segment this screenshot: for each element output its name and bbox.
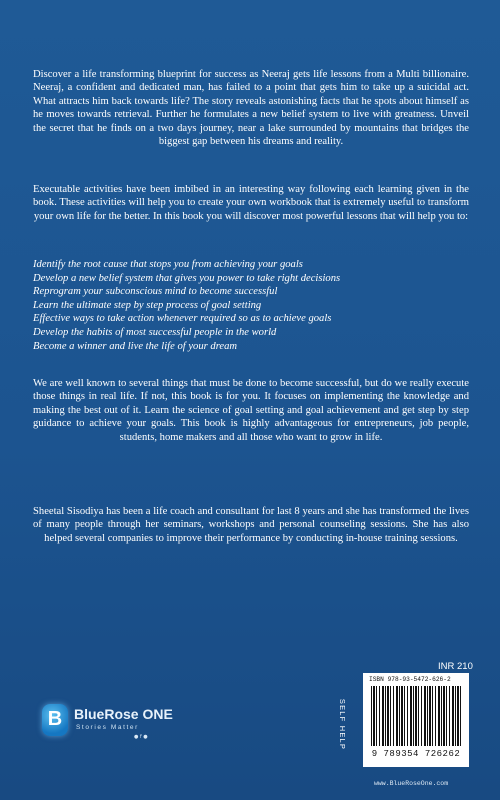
publisher-logo: [42, 700, 172, 740]
barcode-bars: [371, 686, 461, 746]
publisher-website: www.BlueRoseOne.com: [374, 780, 449, 787]
publisher-name: BlueRose ONE: [74, 706, 173, 722]
audience-paragraph: We are well known to several things that must be done to become successful, but do we really execute those things in real life. If not, this book is for you. It focuses on implementing the knowledge and making the best out of it. Learn the science of goal setting and goal achievement and get step by step guidance to achieve your goals. This book is highly advantageous for entrepreneurs, job people, students, home makers and all those who want to grow in life.: [33, 378, 469, 443]
list-item: Identify the root cause that stops you from achieving your goals: [33, 259, 303, 270]
list-item: Learn the ultimate step by step process of goal setting: [33, 299, 262, 311]
list-item: Reprogram your subconscious mind to become successful: [33, 286, 278, 298]
category-label: SELF HELP: [338, 698, 347, 751]
list-item: Effective ways to take action whenever required so as to achieve goals: [33, 313, 332, 325]
barcode-digits: 9 789354 726262: [371, 749, 461, 759]
publisher-badge-icon: B: [42, 704, 68, 736]
activities-paragraph: Executable activities have been imbibed in an interesting way following each learning given in the book. These activities will help you to create your own workbook that is extremely useful to transform your own life for the better. In this book you will discover most powerful lessons that will help you to:: [33, 184, 469, 222]
barcode: [363, 673, 469, 767]
list-item: Develop the habits of most successful people in the world: [33, 326, 277, 338]
publisher-tagline: Stories Matter: [76, 724, 139, 731]
author-bio: Sheetal Sisodiya has been a life coach and consultant for last 8 years and she has transformed the lives of many people through her seminars, workshops and personal counseling sessions. She has also helped several companies to improve their performance by conducting in-house training sessions.: [33, 506, 469, 544]
isbn-label: ISBN 978-93-5472-626-2: [369, 676, 451, 683]
synopsis-paragraph: Discover a life transforming blueprint for success as Neeraj gets life lessons from a Multi billionaire. Neeraj, a confident and dedicated man, has failed to a point that gets him to take up a suicidal act. What attracts him back towards life? The story reveals astonishing facts that he spots about himself as he moves towards retrieval. Further he formulates a new belief system to live with greatness. Unveil the secret that he finds on a two days journey, near a lake surrounded by mountains that bridges the biggest gap between his dreams and reality.: [33, 69, 469, 148]
social-icons: ● f ●: [134, 734, 148, 740]
list-item: Develop a new belief system that gives you power to take right decisions: [33, 272, 341, 284]
list-item: Become a winner and live the life of your dream: [33, 340, 238, 352]
price-label: INR 210: [438, 661, 473, 672]
lessons-list: [33, 258, 473, 353]
